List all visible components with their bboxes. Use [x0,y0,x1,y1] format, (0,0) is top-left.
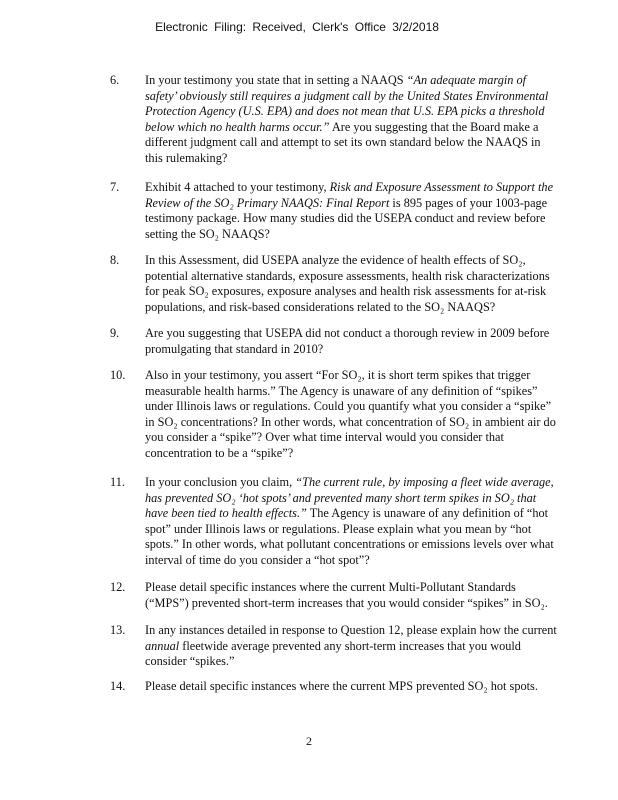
question-text: In this Assessment, did USEPA analyze the evidence of health effects of SO₂, potential alternative standards, exposure assessments, health risk characterizations for peak SO₂ exposures, exposure analyses and health risk assessments for at-risk populations, and risk-based considerations related to the SO₂ NAAQS? [145,253,550,314]
question-number: 13. [110,623,126,637]
question-text: Please detail specific instances where the current Multi-Pollutant Standards (“MPS”) prevented short-term increases that you would consider “spikes” in SO₂. [145,580,548,610]
question-number: 14. [110,679,126,693]
question-6 [110,73,560,166]
question-8 [110,253,560,315]
question-11 [110,475,560,568]
question-number: 9. [110,326,120,340]
question-14 [110,679,560,695]
question-number: 11. [110,475,125,489]
question-10 [110,368,560,461]
question-text: Exhibit 4 attached to your testimony, Risk and Exposure Assessment to Support the Review of the SO₂ Primary NAAQS: Final Report is 895 pages of your 1003-page testimony package. How many studies did the USEPA conduct and review before setting the SO₂ NAAQS? [145,180,554,241]
question-13 [110,623,560,670]
question-number: 12. [110,580,126,594]
question-text: Please detail specific instances where the current MPS prevented SO₂ hot spots. [145,679,538,693]
question-text: In any instances detailed in response to Question 12, please explain how the current annual fleetwide average prevented any short-term increases that you would consider “spikes.” [145,623,557,668]
question-number: 7. [110,180,120,194]
question-7 [110,180,560,242]
question-text: In your conclusion you claim, “The current rule, by imposing a fleet wide average, has prevented SO₂ ‘hot spots’ and prevented many short term spikes in SO₂ that have been tied to health effects.” The Agency is unaware of any definition of “hot spot” under Illinois laws or regulations. Please explain what you mean by “hot spots.” In other words, what pollutant concentrations or emissions levels over what interval of time do you consider a “hot spot”? [145,475,554,567]
question-9 [110,326,560,357]
question-number: 8. [110,253,120,267]
question-text: In your testimony you state that in setting a NAAQS “An adequate margin of safety’ obviously still requires a judgment call by the United States Environmental Protection Agency (U.S. EPA) and does not mean that U.S. EPA picks a threshold below which no health harms occur.” Are you suggesting that the Board make a different judgment call and attempt to set its own standard below the NAAQS in this rulemaking? [145,73,549,165]
question-number: 10. [110,368,126,382]
page-number: 2 [306,734,312,748]
question-text: Are you suggesting that USEPA did not conduct a thorough review in 2009 before promulgating that standard in 2010? [145,326,550,356]
question-number: 6. [110,73,120,87]
question-text: Also in your testimony, you assert “For SO₂, it is short term spikes that trigger measurable health harms.” The Agency is unaware of any definition of “spikes” under Illinois laws or regulations. Could you quantify what you consider a “spike” in SO₂ concentrations? In other words, what concentration of SO₂ in ambient air do you consider a “spike”? Over what time interval would you consider that concentration to be a “spike”? [145,368,556,460]
question-12 [110,580,560,611]
filing-header: Electronic Filing: Received, Clerk's Office 3/2/2018 [155,20,439,34]
